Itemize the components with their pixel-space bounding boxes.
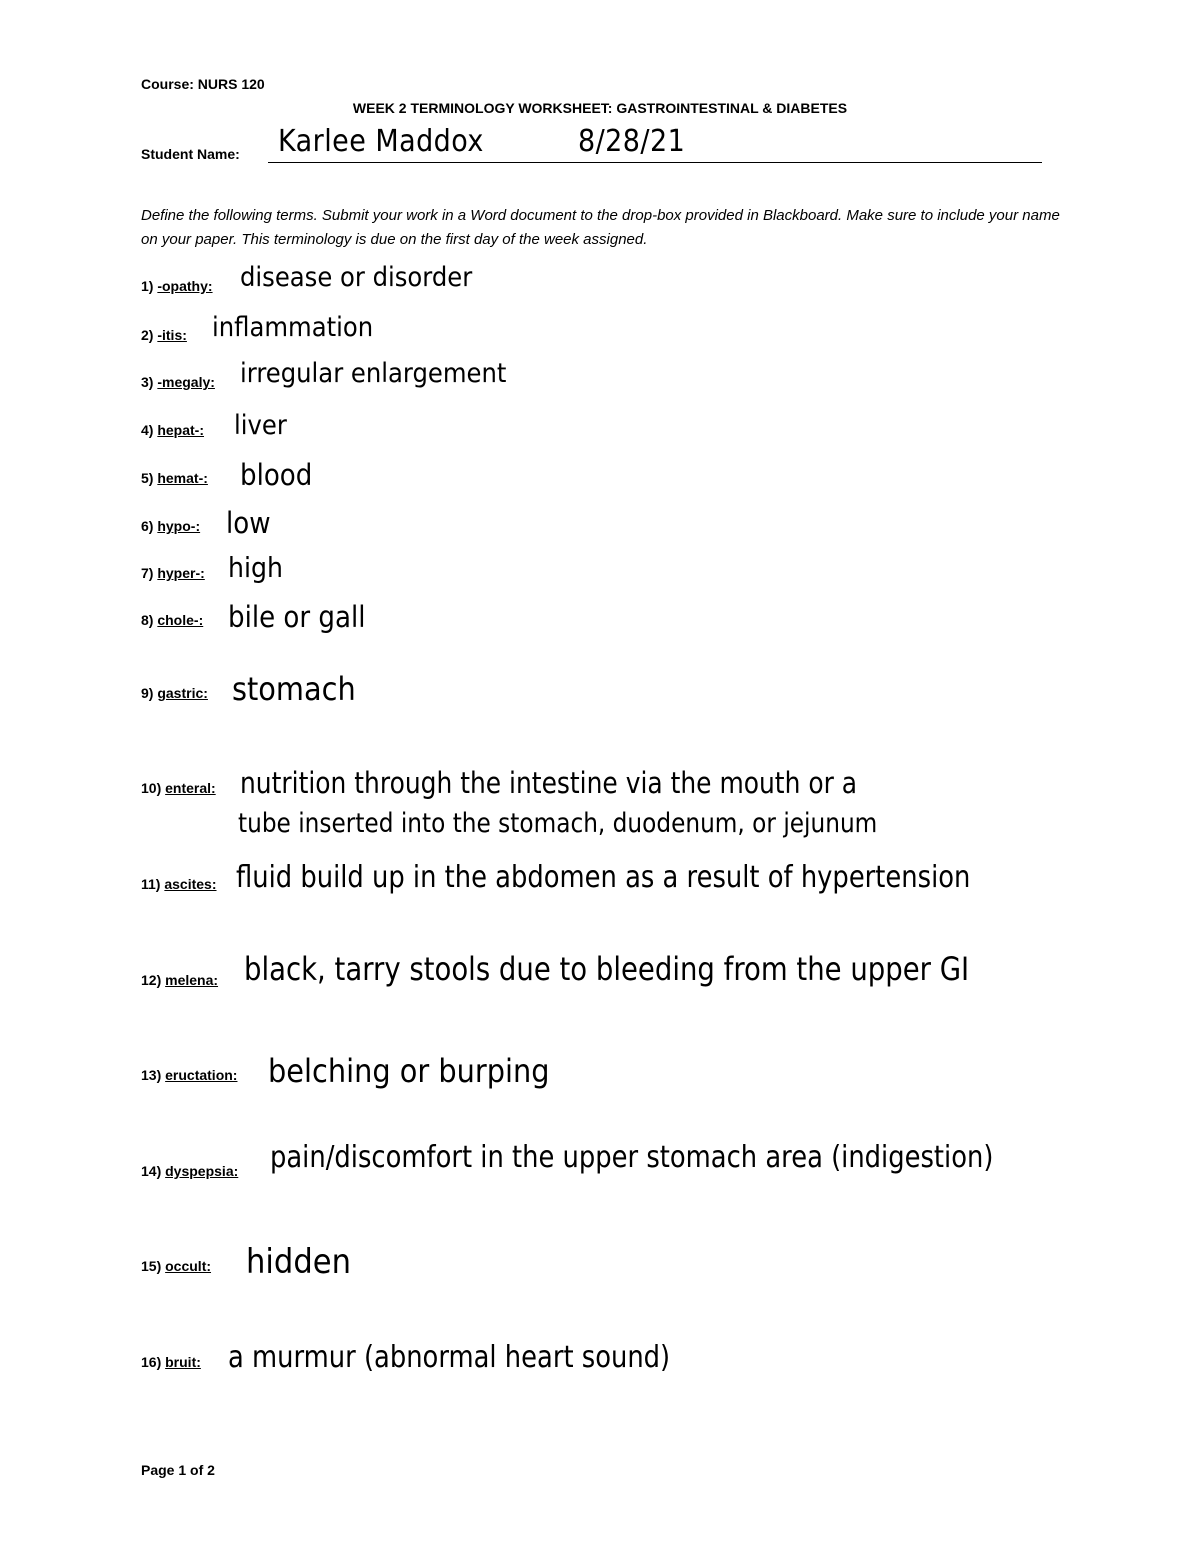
term-row bbox=[141, 780, 216, 796]
term-label: gastric: bbox=[157, 685, 208, 701]
term-answer: inflammation bbox=[212, 312, 374, 343]
term-row bbox=[141, 876, 217, 892]
instructions: Define the following terms. Submit your work in a Word document to the drop-box provided in Blackboard. Make sure to include your name on your paper. This terminology is due on the first day of the week assigned. bbox=[141, 207, 1060, 248]
term-row bbox=[141, 1354, 201, 1370]
term-label: eructation: bbox=[165, 1067, 238, 1083]
term-answer: disease or disorder bbox=[240, 262, 473, 293]
term-number: 16) bbox=[141, 1354, 162, 1370]
term-label: ascites: bbox=[164, 876, 217, 892]
term-number: 6) bbox=[141, 518, 154, 534]
term-answer: pain/discomfort in the upper stomach area (indigestion) bbox=[270, 1140, 994, 1175]
term-row bbox=[141, 1163, 238, 1179]
term-label: -megaly: bbox=[157, 374, 215, 390]
term-label: bruit: bbox=[165, 1354, 201, 1370]
term-row bbox=[141, 470, 208, 486]
course-label: Course: NURS 120 bbox=[141, 76, 265, 92]
student-name-line bbox=[268, 162, 1042, 163]
term-label: dyspepsia: bbox=[165, 1163, 239, 1179]
student-name-value: Karlee Maddox bbox=[278, 124, 484, 159]
term-answer: high bbox=[228, 551, 283, 584]
term-label: hyper-: bbox=[157, 565, 205, 581]
term-label: -opathy: bbox=[157, 278, 213, 294]
term-number: 3) bbox=[141, 374, 154, 390]
term-label: hemat-: bbox=[157, 470, 208, 486]
term-label: hypo-: bbox=[157, 518, 201, 534]
term-answer: bile or gall bbox=[228, 600, 366, 634]
term-row bbox=[141, 518, 200, 534]
term-label: enteral: bbox=[165, 780, 216, 796]
term-number: 10) bbox=[141, 780, 162, 796]
term-answer: nutrition through the intestine via the mouth or a bbox=[240, 766, 858, 800]
term-row bbox=[141, 327, 187, 343]
worksheet-title-text: WEEK 2 TERMINOLOGY WORKSHEET: GASTROINTESTINAL & DIABETES bbox=[352, 100, 848, 116]
term-row bbox=[141, 278, 213, 294]
term-number: 14) bbox=[141, 1163, 162, 1179]
term-answer-continued: tube inserted into the stomach, duodenum, or jejunum bbox=[238, 808, 878, 839]
term-answer: black, tarry stools due to bleeding from the upper GI bbox=[244, 950, 970, 988]
worksheet-title bbox=[0, 100, 1200, 116]
term-number: 2) bbox=[141, 327, 154, 343]
term-number: 12) bbox=[141, 972, 162, 988]
term-label: hepat-: bbox=[157, 422, 205, 438]
term-answer: a murmur (abnormal heart sound) bbox=[228, 1340, 671, 1375]
term-number: 4) bbox=[141, 422, 154, 438]
term-answer: liver bbox=[234, 410, 287, 441]
term-answer: hidden bbox=[246, 1242, 351, 1282]
term-number: 1) bbox=[141, 278, 154, 294]
term-answer: low bbox=[226, 506, 271, 540]
term-label: occult: bbox=[165, 1258, 212, 1274]
term-row bbox=[141, 1258, 211, 1274]
term-answer: fluid build up in the abdomen as a result of hypertension bbox=[236, 860, 971, 895]
term-row bbox=[141, 422, 204, 438]
term-row bbox=[141, 565, 205, 581]
term-number: 5) bbox=[141, 470, 154, 486]
term-answer: belching or burping bbox=[268, 1052, 550, 1090]
term-row bbox=[141, 972, 218, 988]
term-number: 13) bbox=[141, 1067, 162, 1083]
term-label: melena: bbox=[165, 972, 219, 988]
term-row bbox=[141, 612, 203, 628]
term-number: 11) bbox=[141, 876, 161, 892]
term-answer: irregular enlargement bbox=[240, 358, 507, 389]
term-row bbox=[141, 1067, 237, 1083]
term-row bbox=[141, 685, 208, 701]
term-number: 9) bbox=[141, 685, 154, 701]
term-number: 8) bbox=[141, 612, 154, 628]
date-value: 8/28/21 bbox=[578, 124, 686, 159]
term-label: -itis: bbox=[157, 327, 187, 343]
student-name-label: Student Name: bbox=[141, 146, 240, 162]
term-answer: blood bbox=[240, 458, 313, 492]
term-label: chole-: bbox=[157, 612, 204, 628]
page-number: Page 1 of 2 bbox=[141, 1462, 215, 1478]
term-row bbox=[141, 374, 215, 390]
term-number: 15) bbox=[141, 1258, 162, 1274]
term-answer: stomach bbox=[232, 670, 356, 708]
term-number: 7) bbox=[141, 565, 154, 581]
